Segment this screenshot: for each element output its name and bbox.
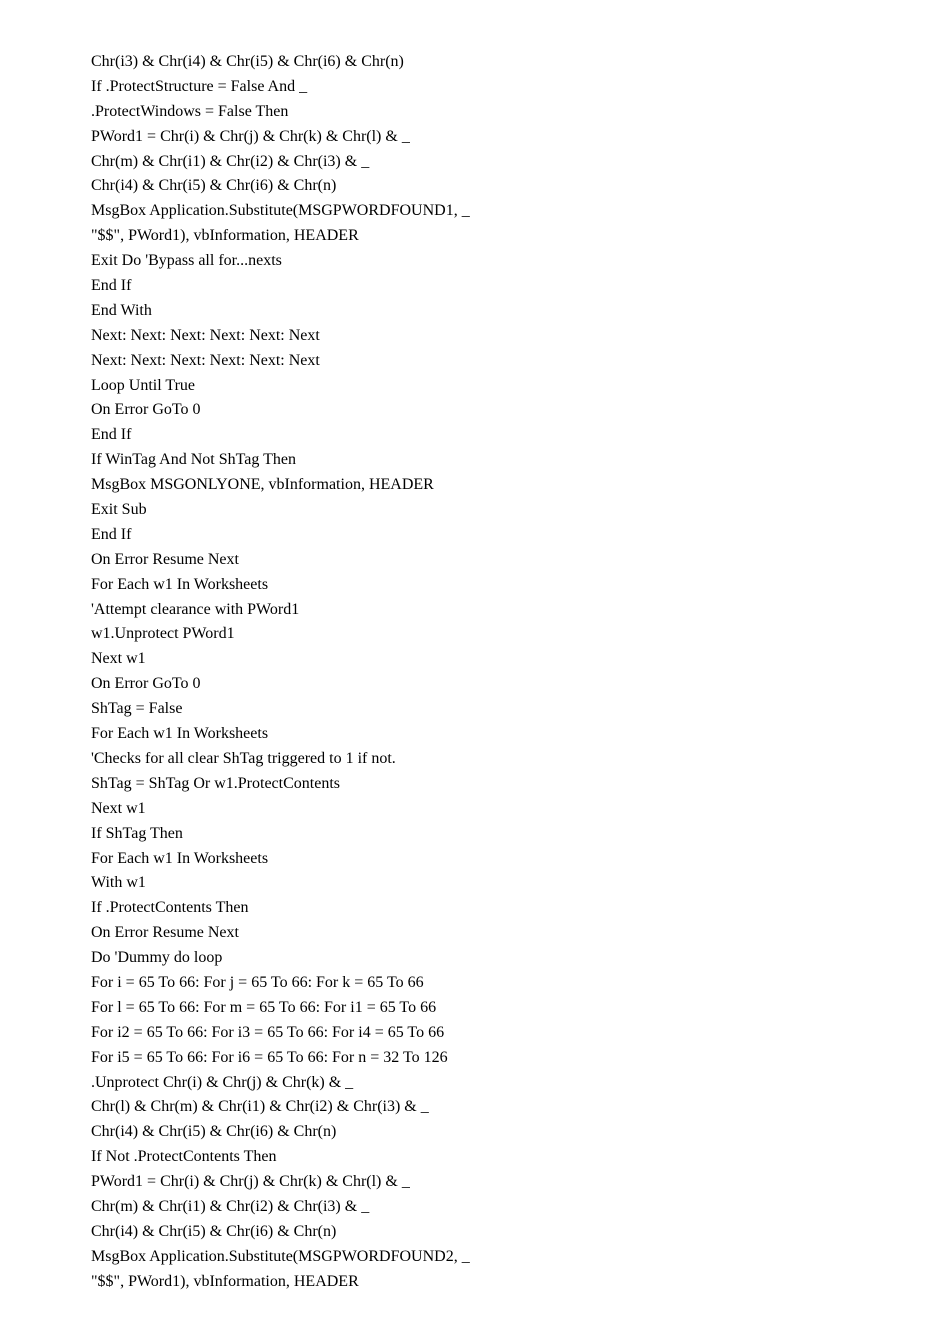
code-line: For i2 = 65 To 66: For i3 = 65 To 66: For i4 = 65 To 66 — [91, 1023, 445, 1041]
code-line: On Error Resume Next — [91, 924, 239, 942]
code-line: For l = 65 To 66: For m = 65 To 66: For i1 = 65 To 66 — [91, 998, 437, 1016]
code-line: For Each w1 In Worksheets — [91, 849, 269, 867]
code-listing — [91, 50, 470, 1295]
code-line: Next w1 — [91, 799, 146, 817]
code-line: Chr(i4) & Chr(i5) & Chr(i6) & Chr(n) — [91, 1222, 337, 1240]
code-line: If .ProtectStructure = False And _ — [91, 77, 308, 95]
code-line: If Not .ProtectContents Then — [91, 1148, 277, 1166]
code-line: Chr(m) & Chr(i1) & Chr(i2) & Chr(i3) & _ — [91, 1197, 370, 1215]
code-line: On Error GoTo 0 — [91, 675, 201, 693]
code-line: If .ProtectContents Then — [91, 899, 249, 917]
code-line: 'Checks for all clear ShTag triggered to 1 if not. — [91, 749, 396, 767]
code-line: PWord1 = Chr(i) & Chr(j) & Chr(k) & Chr(l) & _ — [91, 1173, 410, 1191]
code-line: Chr(l) & Chr(m) & Chr(i1) & Chr(i2) & Chr(i3) & _ — [91, 1098, 429, 1116]
code-line: w1.Unprotect PWord1 — [91, 625, 235, 643]
code-line: If ShTag Then — [91, 824, 183, 842]
code-line: If WinTag And Not ShTag Then — [91, 451, 296, 469]
code-line: For Each w1 In Worksheets — [91, 725, 269, 743]
code-line: With w1 — [91, 874, 146, 892]
code-line: For Each w1 In Worksheets — [91, 575, 269, 593]
code-line: Next w1 — [91, 650, 146, 668]
code-line: Chr(i3) & Chr(i4) & Chr(i5) & Chr(i6) & Chr(n) — [91, 53, 404, 70]
code-line: Chr(i4) & Chr(i5) & Chr(i6) & Chr(n) — [91, 177, 337, 195]
code-line: Exit Do 'Bypass all for...nexts — [91, 252, 282, 270]
code-line: End If — [91, 277, 132, 295]
code-line: "$$", PWord1), vbInformation, HEADER — [91, 227, 359, 245]
code-line: "$$", PWord1), vbInformation, HEADER — [91, 1272, 359, 1290]
code-line: Next: Next: Next: Next: Next: Next — [91, 351, 320, 369]
code-line: Chr(i4) & Chr(i5) & Chr(i6) & Chr(n) — [91, 1123, 337, 1141]
code-line: Exit Sub — [91, 501, 147, 519]
code-line: .ProtectWindows = False Then — [91, 102, 289, 120]
code-line: MsgBox Application.Substitute(MSGPWORDFOUND1, _ — [91, 202, 470, 220]
code-line: Chr(m) & Chr(i1) & Chr(i2) & Chr(i3) & _ — [91, 152, 370, 170]
code-line: Do 'Dummy do loop — [91, 949, 223, 967]
code-line: On Error Resume Next — [91, 550, 239, 568]
code-line: For i5 = 65 To 66: For i6 = 65 To 66: For n = 32 To 126 — [91, 1048, 448, 1066]
code-line: End If — [91, 426, 132, 444]
code-line: For i = 65 To 66: For j = 65 To 66: For k = 65 To 66 — [91, 973, 424, 991]
code-line: ShTag = False — [91, 700, 183, 718]
code-line: PWord1 = Chr(i) & Chr(j) & Chr(k) & Chr(l) & _ — [91, 127, 410, 145]
code-line: MsgBox MSGONLYONE, vbInformation, HEADER — [91, 476, 434, 494]
code-line: Next: Next: Next: Next: Next: Next — [91, 326, 320, 344]
code-line: 'Attempt clearance with PWord1 — [91, 600, 300, 618]
code-line: .Unprotect Chr(i) & Chr(j) & Chr(k) & _ — [91, 1073, 354, 1091]
code-line: End If — [91, 525, 132, 543]
code-line: Loop Until True — [91, 376, 196, 394]
code-line: On Error GoTo 0 — [91, 401, 201, 419]
code-line: ShTag = ShTag Or w1.ProtectContents — [91, 774, 340, 792]
code-line: MsgBox Application.Substitute(MSGPWORDFOUND2, _ — [91, 1247, 470, 1265]
code-line: End With — [91, 301, 152, 319]
